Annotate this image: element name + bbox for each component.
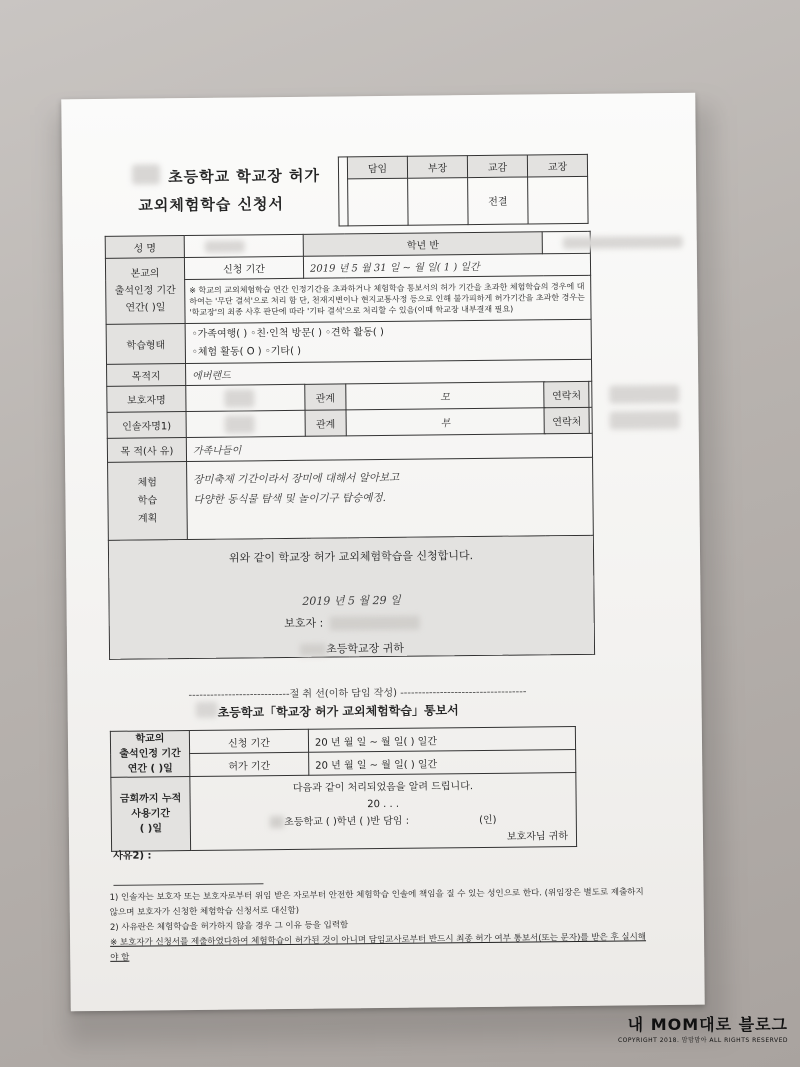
watermark-copyright: COPYRIGHT 2018. 맘맘맘아 ALL RIGHTS RESERVED <box>617 1037 788 1044</box>
report-result-to: 보호자님 귀하 <box>506 831 569 843</box>
footnote-2: 2) 사유란은 체험학습을 허가하지 않을 경우 그 이유 등을 입력함 <box>109 920 349 933</box>
destination-value: 에버랜드 <box>186 359 592 385</box>
destination-label: 목적지 <box>107 364 186 387</box>
grade-label: 학년 반 <box>303 232 542 257</box>
name-label: 성 명 <box>105 236 184 259</box>
approval-box <box>338 154 589 227</box>
form-title-line1: 초등학교 학교장 허가 <box>167 166 321 187</box>
escort-contact <box>589 407 592 433</box>
grade-value <box>542 231 590 253</box>
study-type-options: ◦가족여행( ) ◦친·인척 방문( ) ◦견학 활동( ) ◦체험 활동( O ) ◦기타( ) <box>185 319 591 363</box>
application-table <box>105 231 595 660</box>
report-reason-label: 사유2) : <box>113 850 152 862</box>
apply-period-label: 신청 기간 <box>184 256 303 279</box>
purpose-value: 가족나들이 <box>186 433 592 461</box>
guardian-relation: 모 <box>346 382 544 410</box>
escort-relation: 부 <box>346 408 544 436</box>
cut-line: ----------------------------절 취 선(이하 담임 작성) ----------------------------------- <box>188 686 527 702</box>
relation-label-escort: 관계 <box>305 410 346 436</box>
report-apply-label: 신청 기간 <box>189 729 308 753</box>
study-type-label: 학습형태 <box>106 324 185 365</box>
approval-label-principal: 교장 <box>527 154 587 176</box>
declaration-date: 2019 년 5 월 29 일 <box>302 593 401 608</box>
relation-label-guardian: 관계 <box>305 384 346 410</box>
attendance-label: 본교의 출석인정 기간 연간( )일 <box>105 258 185 325</box>
approval-label-head: 부장 <box>407 156 467 178</box>
declaration-text: 위와 같이 학교장 허가 교외체험학습을 신청합니다. <box>228 549 474 565</box>
footnotes <box>110 885 651 966</box>
report-allow-value: 20 년 월 일 ~ 월 일( ) 일간 <box>309 749 576 775</box>
report-attend-label: 학교의 출석인정 기간 연간 ( )일 <box>110 731 189 778</box>
report-total-label: 금회까지 누적 사용기간 ( )일 <box>111 777 191 852</box>
blog-watermark <box>618 1012 788 1044</box>
report-title: 초등학교「학교장 허가 교외체험학습」통보서 <box>217 703 459 720</box>
guardian-name <box>186 384 305 411</box>
escort-name <box>186 410 305 437</box>
report-table <box>110 726 577 852</box>
to-principal: 초등학교장 귀하 <box>110 638 594 659</box>
apply-period-value: 2019 년 5 월 31 일 ~ 월 일( 1 ) 일간 <box>303 253 590 278</box>
guardian-label: 보호자명 <box>107 386 186 413</box>
approval-label-homeroom: 담임 <box>347 156 407 178</box>
report-result-box: 다음과 같이 처리되었음을 알려 드립니다. 20 . . . 초등학교 ( )학년 ( )반 담임 : (인) 보호자님 귀하 <box>190 772 577 850</box>
guardian-sign: 보호자 : <box>110 612 594 633</box>
approval-label-vice: 교감 <box>467 155 527 177</box>
report-allow-label: 허가 기간 <box>190 752 309 776</box>
form-title-line2: 교외체험학습 신청서 <box>138 195 285 215</box>
approval-jeongyeol: 전결 <box>468 177 528 225</box>
declaration-box <box>108 535 594 659</box>
guardian-contact <box>589 381 592 407</box>
name-value <box>184 234 303 257</box>
contact-label-escort: 연락처 <box>544 407 589 433</box>
redacted-school-name-report <box>196 702 218 718</box>
contact-label-guardian: 연락처 <box>544 381 589 407</box>
purpose-label: 목 적(사 유) <box>107 438 186 463</box>
plan-label: 체험 학습 계획 <box>108 462 188 541</box>
footnote-divider <box>113 883 263 886</box>
escort-label: 인솔자명1) <box>107 412 186 439</box>
footnote-3: ※ 보호자가 신청서를 제출하였다하여 체험학습이 허가된 것이 아니며 담임교사로부터 반드시 최종 허가 여부 통보서(또는 문자)를 받은 후 실시해야 함 <box>110 932 647 963</box>
application-form-sheet <box>61 93 705 1012</box>
watermark-text: 내 MOM대로 블로그 <box>627 1015 788 1034</box>
notice-text: ※ 학교의 교외체험학습 연간 인정기간을 초과하거나 체험학습 통보서의 허가 기간을 초과한 체험학습의 경우에 대하여는 '무단 결석'으로 처리 함 단, 천재지변이나 현지교통사정 등으로 인해 불가피하게 허가기간을 초과한 경우는 '학교장'의 최종 사후 판단에 따라 '기타 결석'으로 처리할 수 있음(이때 학교장 내부결재 필요) <box>185 275 591 323</box>
report-apply-value: 20 년 월 일 ~ 월 일( ) 일간 <box>308 726 575 752</box>
plan-value: 장미축제 기간이라서 장미에 대해서 알아보고 다양한 동식물 탐색 및 놀이기구 탑승예정. <box>187 457 594 539</box>
report-result-class: 초등학교 ( )학년 ( )반 담임 : (인) <box>191 811 576 832</box>
footnote-1: 1) 인솔자는 보호자 또는 보호자로부터 위임 받은 자로부터 안전한 체험학습 인솔에 책임을 질 수 있는 성인으로 한다. (위임장은 별도로 제출하지 않으며 보호자가 신청한 체험학습 신청서로 대신함) <box>109 887 644 918</box>
